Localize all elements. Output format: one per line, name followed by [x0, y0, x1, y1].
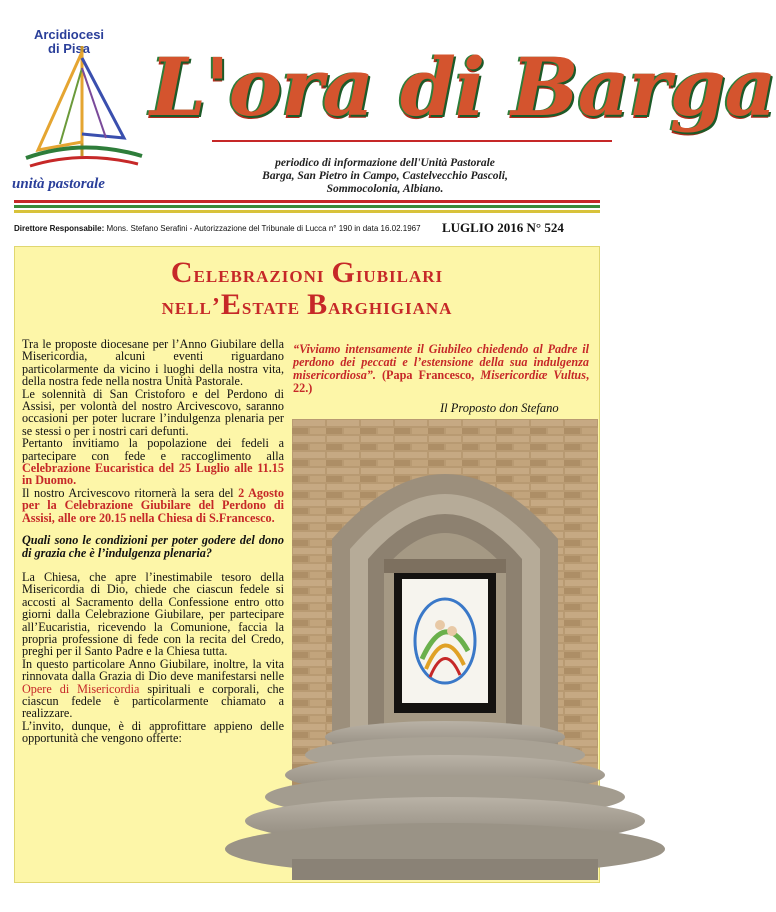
headline-word: elebrazioni — [193, 262, 332, 288]
director-line — [14, 224, 421, 233]
church-door-illustration — [292, 419, 598, 880]
paragraph-2: Le solennità di San Cristoforo e del Perdono di Assisi, per volontà del nostro Arcivescovo, saranno occasioni per poter lucrare l’indulgenza plenaria per se stessi o per i nostri cari defunti. — [22, 386, 284, 438]
quote-source-ref: , 22.) — [293, 368, 589, 395]
paragraph-3 — [22, 437, 284, 487]
diocese-line-2: di Pisa — [48, 41, 90, 56]
question-heading: Quali sono le condizioni per poter godere del dono di grazia che è l’indulgenza plenaria? — [22, 533, 284, 560]
header-rule-yellow — [14, 210, 600, 213]
paragraph-3-text: Pertanto invitiamo la popolazione dei fedeli a partecipare con fede e raccoglimento alla — [22, 436, 284, 463]
masthead-title: L'ora di Barga — [150, 40, 776, 134]
paragraph-4 — [22, 487, 284, 524]
paragraph-4-highlight: 2 Agosto per la Celebrazione Giubilare del Perdono di Assisi, alle ore 20.15 nella Chiesa di S.Francesco. — [22, 485, 285, 525]
headline-word: state — [241, 294, 308, 320]
paragraph-6 — [22, 658, 284, 720]
paragraph-6-text-end: spirituali e corporali, che ciascun fedele è particolarmente chiamato a realizzare. — [22, 681, 284, 721]
issue-number: LUGLIO 2016 N° 524 — [442, 220, 564, 235]
subtitle-line-2: Barga, San Pietro in Campo, Castelvecchio Pascoli, — [262, 170, 508, 182]
headline-word: arghigiana — [328, 294, 453, 320]
headline-word: nell’ — [161, 294, 221, 320]
paragraph-7: L’invito, dunque, è di approfittare appieno delle opportunità che vengono offerte: — [22, 718, 284, 746]
headline-line-1 — [14, 258, 600, 290]
quote-source: (Papa Francesco, — [375, 368, 481, 382]
header-rule-red — [14, 200, 600, 203]
paragraph-3-highlight: Celebrazione Eucaristica del 25 Luglio alle 11.15 in Duomo. — [22, 461, 284, 488]
headline-cap: G — [331, 256, 356, 289]
signature: Il Proposto don Stefano — [440, 401, 559, 415]
church-door-photo — [292, 419, 598, 880]
headline-line-2 — [14, 290, 600, 322]
director-text: Mons. Stefano Serafini - Autorizzazione del Tribunale di Lucca n° 190 in data 16.02.1967 — [104, 224, 421, 233]
papal-quote — [293, 343, 589, 395]
masthead-underline — [212, 140, 612, 142]
diocese-line-1: Arcidiocesi — [33, 27, 105, 42]
article-body — [22, 338, 284, 745]
paragraph-5: La Chiesa, che apre l’inestimabile tesoro della Misericordia di Dio, chiede che ciascun fedele si accosti al Sacramento della Confessione entro otto giorni dalla Celebrazione Giubilare, per partecipare all’Eucaristia, ricevendo la Comunione, faccia la propria professione di fede con la recita del Credo, preghi per il Santo Padre e la Chiesa tutta. — [22, 569, 284, 659]
header-rule-green — [14, 205, 600, 208]
paragraph-6-text: In questo particolare Anno Giubilare, inoltre, la vita rinnovata dalla Grazia di Dio deve manifestarsi nelle — [22, 656, 284, 684]
masthead-subtitle — [220, 157, 550, 196]
headline-cap: B — [307, 288, 329, 321]
director-label: Direttore Responsabile: — [14, 224, 105, 233]
article-headline — [14, 258, 600, 322]
opere-misericordia-highlight: Opere di Misericordia — [22, 681, 140, 696]
subtitle-line-1: periodico di informazione dell'Unità Pastorale — [275, 157, 495, 169]
unita-pastorale-logo — [20, 38, 150, 178]
quote-text: “Viviamo intensamente il Giubileo chiedendo al Padre il perdono dei peccati e l’estensione della sua indulgenza misericordiosa”. — [293, 342, 589, 382]
paragraph-4-text: Il nostro Arcivescovo ritornerà la sera del — [22, 485, 239, 500]
paragraph-1: Tra le proposte diocesane per l’Anno Giubilare della Misericordia, alcuni eventi riguardano particolarmente da vicino i luoghi della nostra vita, della nostra fede nella nostra Unità Pastorale. — [22, 337, 284, 389]
subtitle-line-3: Sommocolonia, Albiano. — [326, 183, 444, 195]
headline-cap: C — [170, 256, 194, 289]
unita-pastorale-label: unità pastorale — [12, 176, 105, 192]
headline-cap: E — [220, 288, 242, 321]
quote-source-title: Misericordiæ Vultus — [480, 368, 586, 382]
headline-word: iubilari — [355, 262, 444, 288]
